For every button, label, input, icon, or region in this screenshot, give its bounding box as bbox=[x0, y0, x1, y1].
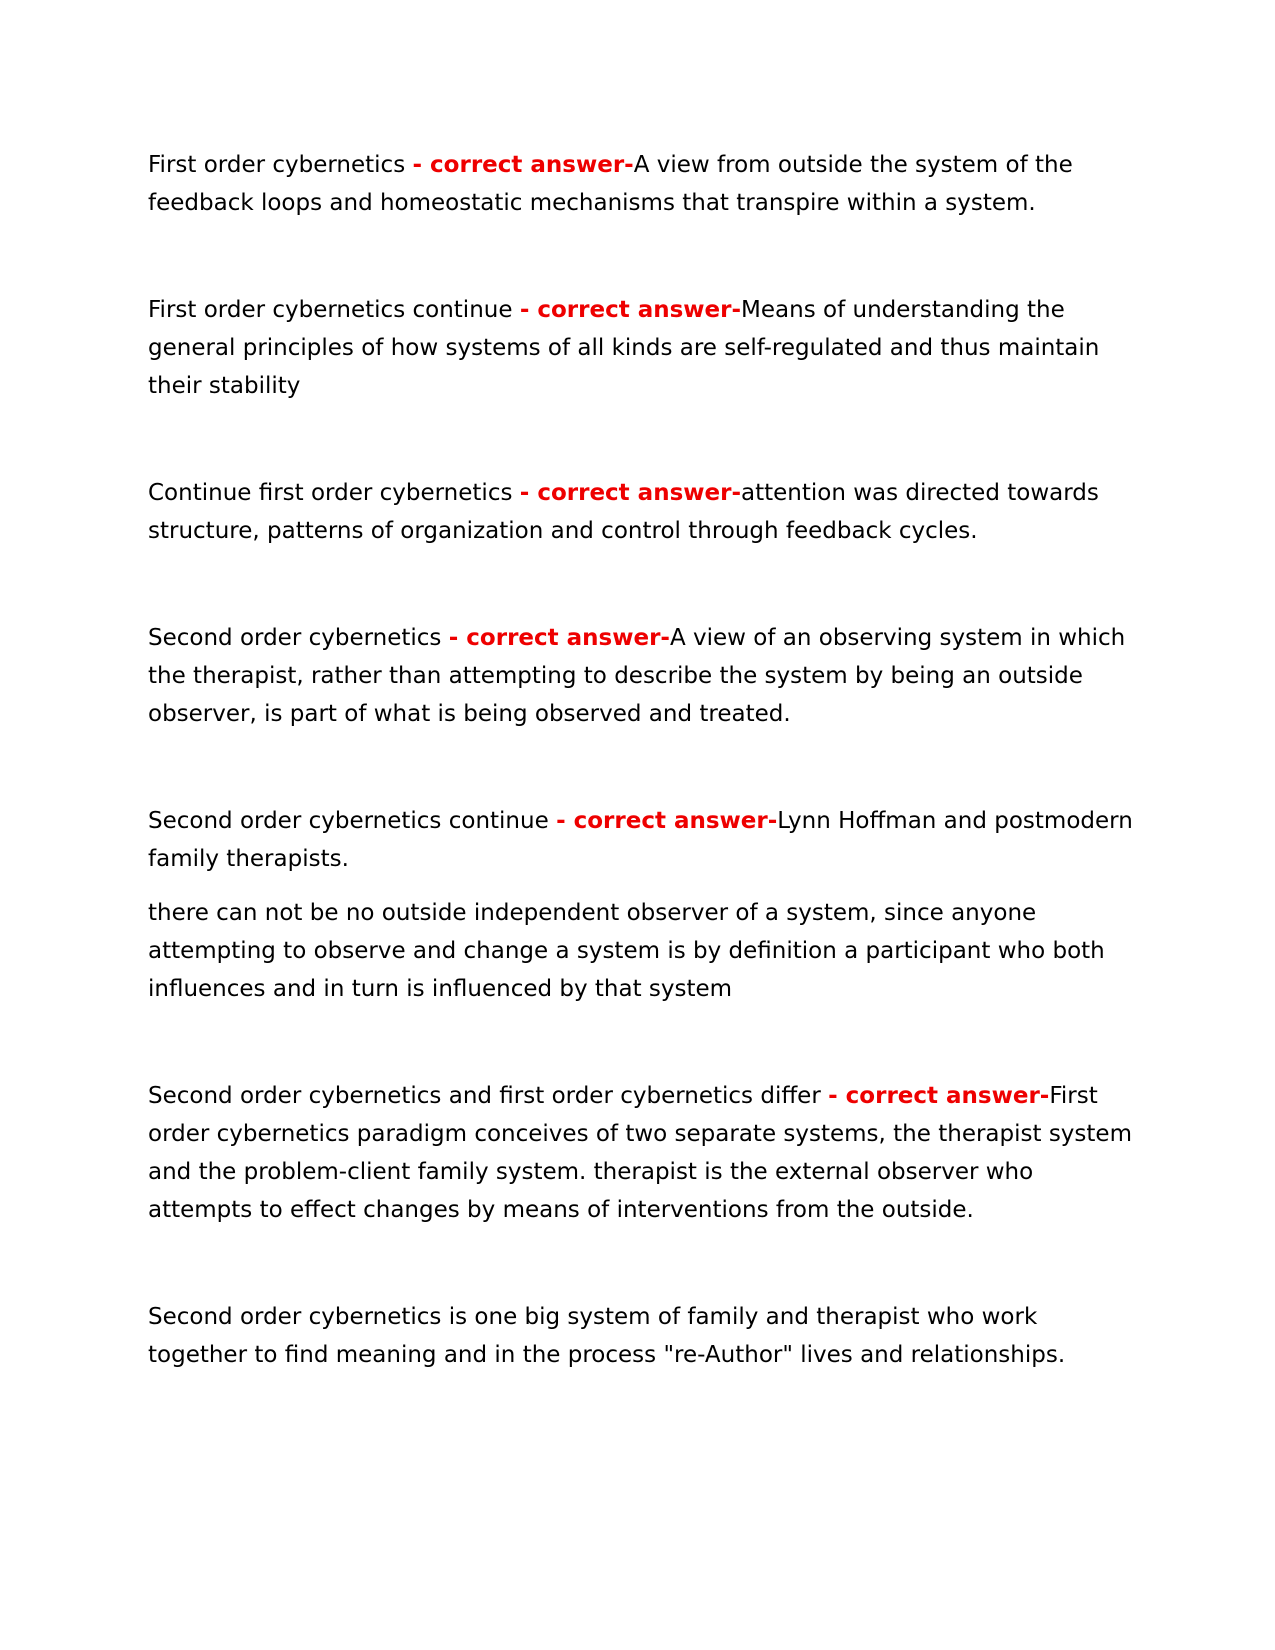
paragraph-text: Second order cybernetics is one big system of family and therapist who work together to find meaning and in the process "re-Author" lives and relationships. bbox=[148, 1304, 1066, 1368]
flashcard-entry bbox=[148, 474, 1138, 550]
flashcard-entry bbox=[148, 1077, 1138, 1229]
answer-tag: - correct answer- bbox=[828, 1083, 1050, 1109]
answer: A view of an observing system in which the therapist, rather than attempting to describe the system by being an outside observer, is part of what is being observed and treated. bbox=[148, 625, 1126, 727]
term: Second order cybernetics bbox=[148, 625, 449, 651]
answer: A view from outside the system of the feedback loops and homeostatic mechanisms that transpire within a system. bbox=[148, 152, 1073, 216]
plain-paragraph bbox=[148, 1298, 1138, 1374]
term: Second order cybernetics continue bbox=[148, 808, 557, 834]
term: Continue first order cybernetics bbox=[148, 480, 520, 506]
answer-tag: - correct answer- bbox=[448, 625, 670, 651]
flashcard-entry bbox=[148, 619, 1138, 733]
answer: First order cybernetics paradigm conceives of two separate systems, the therapist system and the problem-client family system. therapist is the external observer who attempts to effect changes by means of interventions from the outside. bbox=[148, 1083, 1132, 1223]
answer: Means of understanding the general principles of how systems of all kinds are self-regulated and thus maintain their stability bbox=[148, 297, 1100, 399]
paragraph-text: there can not be no outside independent observer of a system, since anyone attempting to observe and change a system is by definition a participant who both influences and in turn is influenced by that system bbox=[148, 900, 1105, 1002]
flashcard-entry bbox=[148, 802, 1138, 878]
answer-tag: - correct answer- bbox=[519, 297, 742, 323]
answer-tag: - correct answer- bbox=[556, 808, 778, 834]
answer-tag: - correct answer- bbox=[412, 152, 634, 178]
answer: attention was directed towards structure, patterns of organization and control through feedback cycles. bbox=[148, 480, 1099, 544]
continuation-paragraph bbox=[148, 894, 1138, 1008]
flashcard-entry bbox=[148, 146, 1138, 222]
term: First order cybernetics bbox=[148, 152, 413, 178]
term: First order cybernetics continue bbox=[148, 297, 520, 323]
answer: Lynn Hoffman and postmodern family therapists. bbox=[148, 808, 1133, 872]
flashcard-entry bbox=[148, 291, 1138, 405]
term: Second order cybernetics and first order cybernetics differ bbox=[148, 1083, 829, 1109]
answer-tag: - correct answer- bbox=[519, 480, 741, 506]
document-page bbox=[148, 146, 1138, 1374]
